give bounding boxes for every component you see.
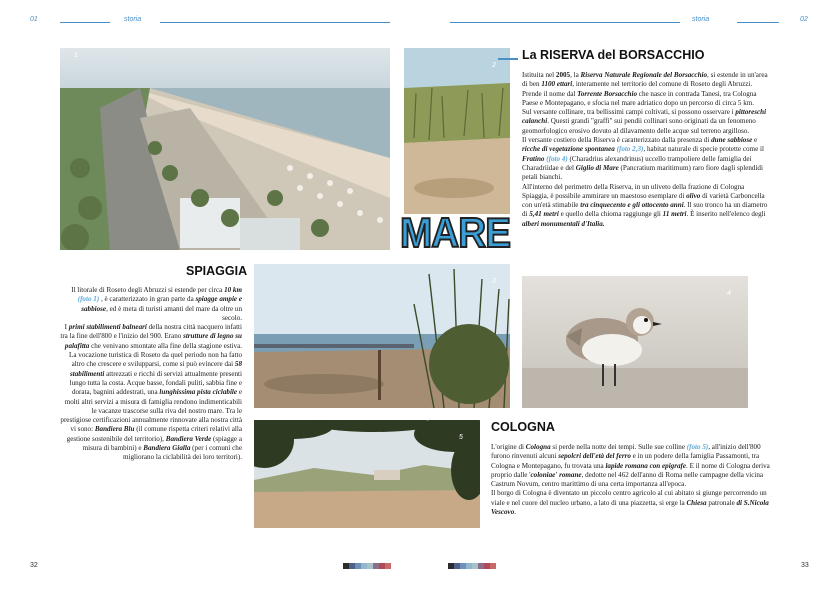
emphasis-run: primi stabilimenti balneari (68, 323, 147, 332)
text-run: e quello della chioma raggiunge gli (558, 210, 663, 219)
text-run: (Pancratium maritimum) raro fiore dagli splendidi petali bianchi. (522, 163, 763, 182)
header-rule (737, 22, 779, 23)
text-run: , è caratterizzato in gran parte da (99, 295, 196, 304)
header-rule (60, 22, 110, 23)
cologna-title: COLOGNA (491, 420, 555, 434)
riserva-title: La RISERVA del BORSACCHIO (522, 48, 705, 62)
text-run: e in un podere della famiglia Passamonti, tra Cologna e Montepagano, fu trovata una (491, 452, 760, 470)
emphasis-run: alberi monumentali d'Italia. (522, 219, 605, 228)
text-run: Il borgo di Cologna è diventato un piccolo centro agricolo al cui abitato si giunge percorrendo un viale e nel cuore del nucleo urbano, a lato di una piazzetta, si erge la (491, 489, 767, 507)
text-run: (spiagge a misura di bambini) e (82, 434, 242, 453)
title-accent-rule (498, 58, 518, 60)
photo-reference: (foto 4) (546, 154, 568, 163)
text-run: patronale (706, 498, 737, 507)
riserva-paragraph (522, 183, 769, 229)
emphasis-run: Bandiera Verde (165, 434, 212, 443)
text-run: . È inserito nell'elenco degli (686, 210, 766, 219)
cologna-paragraph (491, 489, 773, 517)
text-run: Il litorale di Roseto degli Abruzzi si estende per circa (71, 286, 225, 294)
emphasis-run: sepolcri dell'età del ferro (558, 452, 631, 461)
spiaggia-paragraph (60, 286, 242, 323)
emphasis-run: Giglio di Mare (575, 163, 619, 172)
spiaggia-paragraph (60, 323, 242, 351)
text-run: , all'inizio dell'800 furono rinvenuti alcuni (491, 443, 761, 461)
emphasis-run: 5,41 metri (529, 210, 559, 219)
emphasis-run: di S.Nicola Vescovo (491, 498, 769, 517)
text-run: . Questi grandi "graffi" sui pendii collinari sono originati da un fenomeno geomorfologico erosivo dovuto al dilavamento delle acque sul terreno argilloso. (522, 117, 756, 135)
text-run: (per i comuni che migliorano la ciclabilità dei loro territori). (123, 444, 242, 462)
emphasis-run: 10 km (224, 286, 242, 294)
emphasis-run: Bandiera Blu (94, 425, 135, 434)
text-run: attrezzati e ricchi di servizi attualmente presenti lungo tutta la costa. Acque basse, fondali puliti, sabbia fine e dorata, bagnini addestrati, una (69, 369, 242, 397)
riserva-paragraph (522, 108, 769, 136)
emphasis-run: lapide romana con epigrafe (605, 461, 687, 470)
spiaggia-paragraph (60, 351, 242, 463)
emphasis-run: ricche di vegetazione spontanea (522, 145, 615, 154)
emphasis-run: Cologna (525, 443, 551, 451)
photo-reference: (foto 2,3) (616, 145, 644, 154)
text-run: e (752, 136, 758, 145)
header-left-section: storia (124, 16, 142, 23)
cologna-paragraph (491, 443, 773, 489)
text-run: si perde nella notte dei tempi. Sulle sue colline (550, 443, 687, 451)
photo-beach-aerial (60, 48, 390, 250)
text-run: (il comune rispetta criteri relativi alla gestione sostenibile del territorio), (66, 425, 242, 443)
cologna-text (491, 443, 773, 517)
bold-run: 2005 (555, 71, 571, 79)
spiaggia-title: SPIAGGIA (186, 264, 248, 278)
emphasis-run: Chiesa (686, 498, 707, 507)
header-right-section: storia (692, 16, 710, 23)
text-run: , si estende in un'area di ben (522, 71, 768, 89)
emphasis-run: spiagge ampie e sabbiose (81, 295, 242, 313)
text-run: , interamente nel territorio del comune di Roseto degli Abruzzi. (572, 80, 753, 89)
text-run: . E il nome di Cologna deriva proprio dalle ' (491, 461, 770, 479)
photo-dune-vegetation (404, 48, 510, 214)
emphasis-run: strutture di legno su palafitta (64, 332, 242, 350)
mare-label: MARE (400, 209, 511, 256)
photo-number: 1 (74, 52, 78, 59)
text-run: La vocazione turistica di Roseto da quel periodo non ha fatto altro che crescere e svilupparsi, come si può evincere dai (69, 351, 242, 369)
text-run: , la (570, 71, 581, 79)
text-run: Prende il nome dal (522, 89, 578, 98)
emphasis-run: Bandiera Gialla (143, 444, 191, 453)
text-run: , ed è meta di turisti amanti del mare da oltre un secolo. (106, 304, 242, 322)
text-run: . (514, 508, 517, 517)
photo-number: 4 (727, 290, 731, 297)
emphasis-run: Riserva Naturale Regionale del Borsacchio (580, 71, 708, 79)
header-rule (160, 22, 390, 23)
emphasis-run: dune sabbiose (711, 136, 753, 145)
text-run: (Charadrius alexandrinus) uccello trampoliere delle famiglia dei Charadriidae e del (522, 154, 752, 172)
emphasis-run: 58 stabilimenti (70, 360, 242, 378)
photo-fratino-bird (522, 276, 748, 408)
photo-beach-reeds (254, 264, 510, 408)
header-left-page: 01 (30, 16, 38, 23)
text-run: , habitat naturale di specie protette come il (643, 145, 764, 154)
emphasis-run: Fratino (522, 154, 545, 163)
riserva-text (522, 71, 769, 229)
photo-number: 2 (492, 62, 496, 69)
emphasis-run: Torrente Borsacchio (577, 89, 638, 98)
color-swatch (490, 563, 496, 569)
text-run: Sul versante collinare, tra bellissimi campi coltivati, si possono osservare i (522, 108, 736, 117)
text-run: e molti altri servizi a misura di famiglia rendono indimenticabili le vacanze trascorse sulla riva del nostro mare. Tra le prestigiose certificazioni annualmente rinnovate alla nostra città vi sono: (60, 388, 242, 434)
photo-cologna-hills (254, 420, 480, 528)
footer-right-page: 33 (801, 562, 809, 569)
text-run: che venivano smontate alla fine della stagione estiva. (89, 341, 242, 350)
emphasis-run: 11 metri (662, 210, 687, 219)
photo-number: 3 (492, 278, 496, 285)
text-run: Il versante costiero della Riserva è caratterizzato dalla presenza di (522, 136, 712, 145)
color-swatch (385, 563, 391, 569)
spiaggia-text (60, 286, 242, 463)
text-run: , dedotte nel 462 dell'anno di Roma nelle campagne della vicina Castrum Novum, centro marittimo di una certa importanza all'epoca. (491, 470, 764, 489)
footer-left-page: 32 (30, 562, 38, 569)
emphasis-run: 1100 ettari (541, 80, 573, 89)
header-right-page: 02 (800, 16, 808, 23)
riserva-paragraph (522, 90, 769, 109)
riserva-paragraph (522, 136, 769, 182)
emphasis-run: lunghissima pista ciclabile (159, 388, 238, 397)
photo-reference: (foto 5) (686, 443, 709, 451)
text-run: L'origine di (491, 443, 526, 451)
riserva-paragraph (522, 71, 769, 90)
text-run: All'interno del perimetro della Riserva, in un uliveto della frazione di Cologna Spiaggia, è possibile ammirare un maestoso esemplare di (522, 182, 745, 200)
emphasis-run: coloniae' romane (530, 470, 582, 479)
text-run: I (64, 323, 69, 332)
header-rule (450, 22, 680, 23)
text-run: della nostra città nacquero infatti tra la fine dell'800 e l'inizio del 900. Erano (60, 323, 242, 341)
text-run: che nasce in contrada Tanesi, tra Cologna Paese e Montepagano, e sfocia nel mare adriatico dopo un percorso di circa 5 km. (522, 89, 757, 107)
text-run: di varietà Carboncella con un'età stimabile (522, 191, 765, 210)
emphasis-run: pittoreschi calanchi (522, 108, 767, 126)
emphasis-run: tra cinquecento e gli ottocento anni (580, 201, 684, 210)
photo-number: 5 (459, 434, 463, 441)
text-run: . Il suo tronco ha un diametro di (522, 201, 768, 219)
text-run: Istituita nel (522, 71, 556, 79)
photo-reference: (foto 1) (77, 295, 100, 304)
emphasis-run: olivo (686, 191, 701, 200)
